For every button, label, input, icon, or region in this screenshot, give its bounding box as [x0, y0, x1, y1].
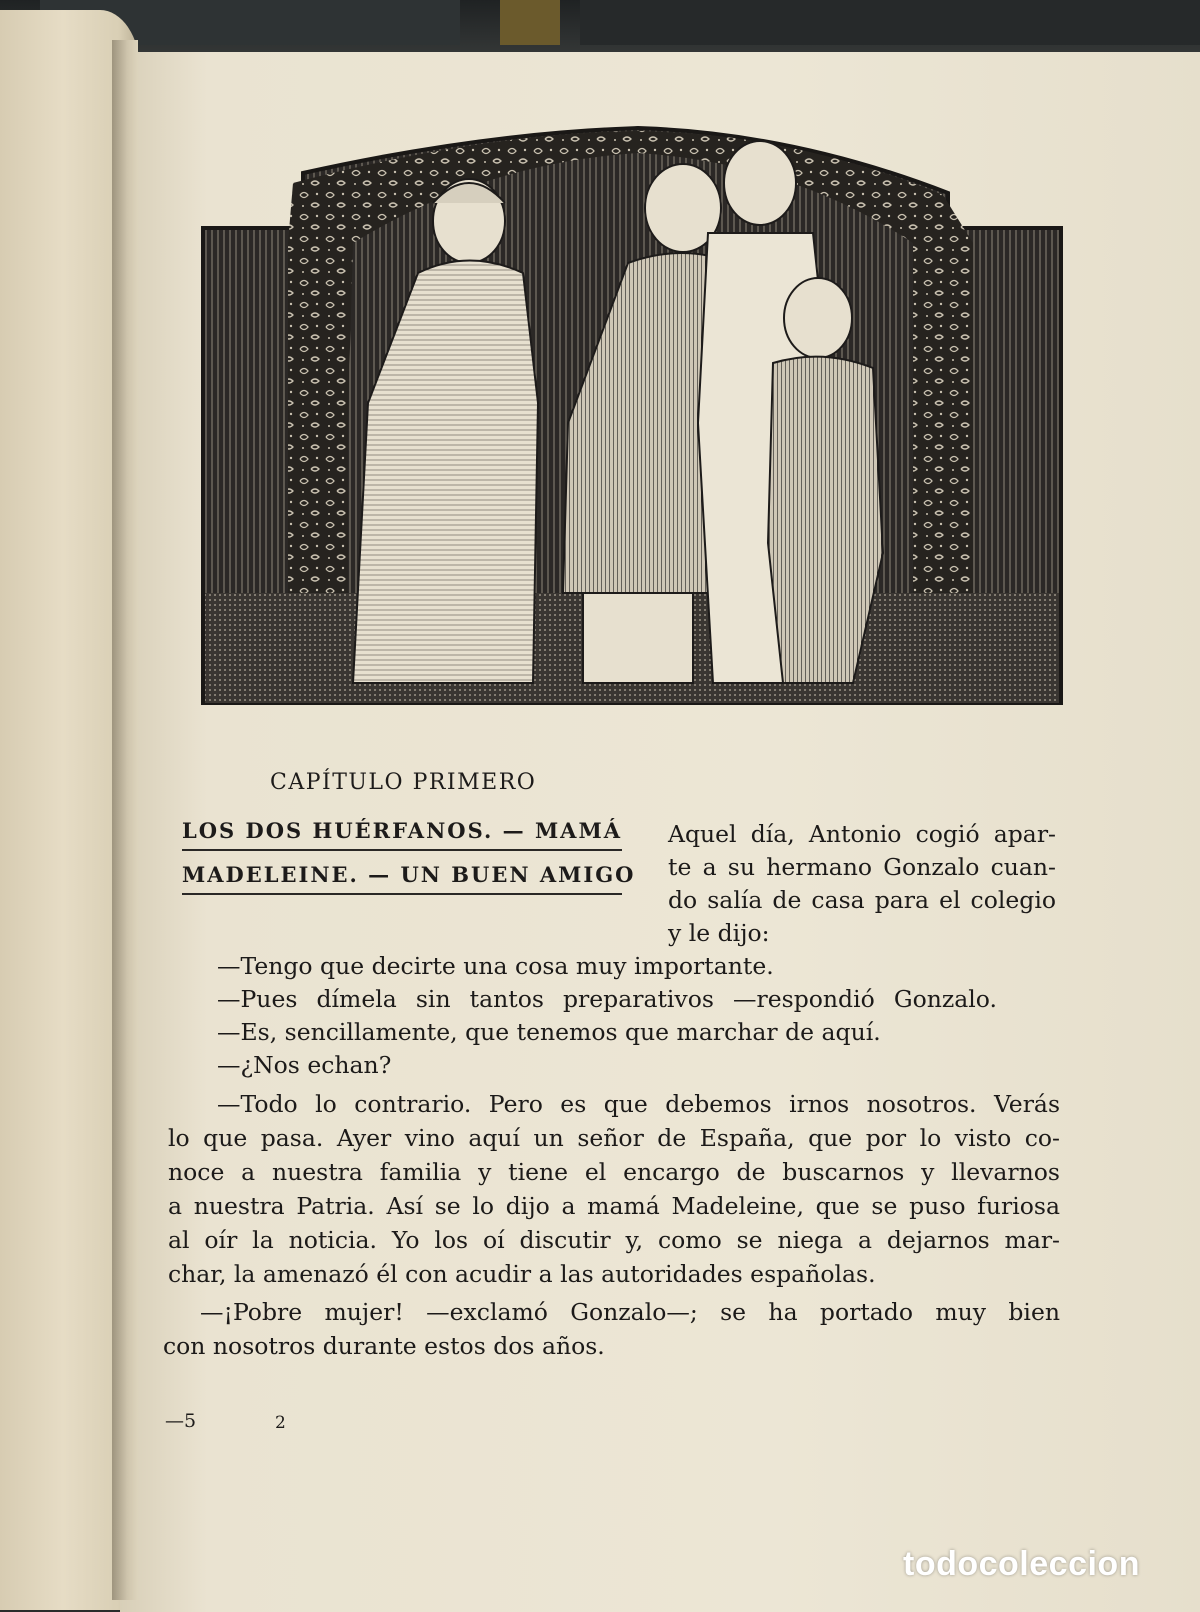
chapter-illustration — [193, 123, 1081, 705]
body-line: te a su hermano Gonzalo cuan- — [668, 853, 1056, 881]
body-line: —Es, sencillamente, que tenemos que marchar de aquí. — [217, 1018, 881, 1046]
body-line: do salía de casa para el colegio — [668, 886, 1056, 914]
body-line: —Todo lo contrario. Pero es que debemos irnos nosotros. Verás — [217, 1090, 1060, 1118]
chapter-subtitle-line-2: MADELEINE. — UN BUEN AMIGO — [182, 862, 622, 895]
body-line: y le dijo: — [668, 919, 770, 947]
body-line: —¿Nos echan? — [217, 1051, 392, 1079]
body-line: —Pues dímela sin tantos preparativos —respondió Gonzalo. — [217, 985, 997, 1013]
body-line: a nuestra Patria. Así se lo dijo a mamá Madeleine, que se puso furiosa — [168, 1192, 1060, 1220]
signature-mark: 2 — [275, 1413, 286, 1433]
body-line: con nosotros durante estos dos años. — [163, 1332, 605, 1360]
body-line: Aquel día, Antonio cogió apar- — [668, 820, 1056, 848]
page-number: —5 — [165, 1410, 197, 1432]
chapter-heading: CAPÍTULO PRIMERO — [270, 770, 537, 795]
body-line: char, la amenazó él con acudir a las autoridades españolas. — [168, 1260, 876, 1288]
body-line: noce a nuestra familia y tiene el encargo de buscarnos y llevarnos — [168, 1158, 1060, 1186]
body-line: al oír la noticia. Yo los oí discutir y, como se niega a dejarnos mar- — [168, 1226, 1060, 1254]
page-gutter — [112, 40, 138, 1600]
body-line: —Tengo que decirte una cosa muy importante. — [217, 952, 774, 980]
chapter-subtitle-line-1: LOS DOS HUÉRFANOS. — MAMÁ — [182, 818, 622, 851]
body-line: lo que pasa. Ayer vino aquí un señor de España, que por lo visto co- — [168, 1124, 1060, 1152]
watermark: todocoleccion — [903, 1545, 1140, 1583]
body-line: —¡Pobre mujer! —exclamó Gonzalo—; se ha portado muy bien — [200, 1298, 1060, 1326]
